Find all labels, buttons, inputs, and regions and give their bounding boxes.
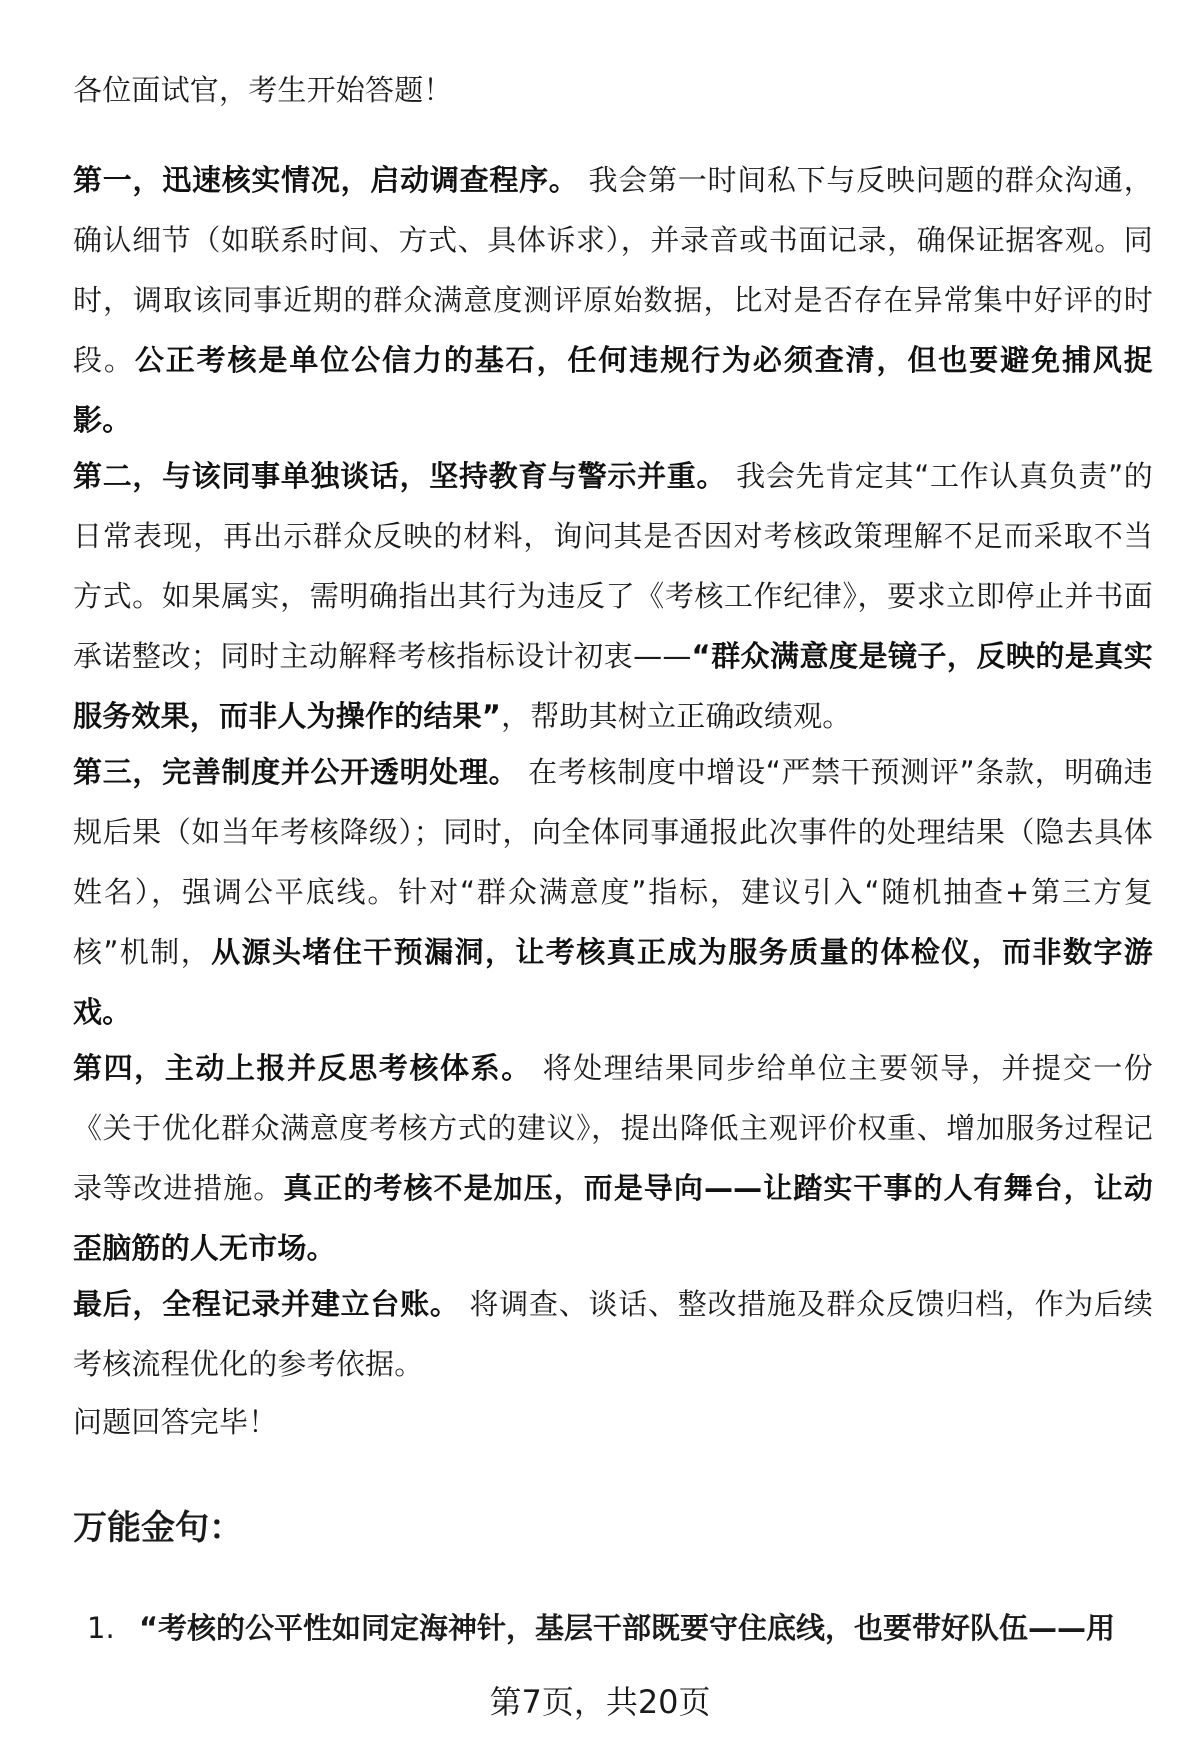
- paragraph-lead: 第三，完善制度并公开透明处理。: [73, 755, 519, 789]
- paragraph-emphasis: 真正的考核不是加压，而是导向——让踏实干事的人有舞台，让动歪脑筋的人无市场。: [73, 1171, 1153, 1265]
- answer-paragraph-3: [73, 742, 1153, 1042]
- paragraph-body: 我会第一时间私下与反映问题的群众沟通，确认细节（如联系时间、方式、具体诉求），并录音或书面记录，确保证据客观。同时，调取该同事近期的群众满意度测评原始数据，比对是否存在异常集中好评的时段。: [73, 163, 1153, 377]
- answer-paragraph-1: [73, 150, 1153, 450]
- paragraph-body: 将处理结果同步给单位主要领导，并提交一份《关于优化群众满意度考核方式的建议》，提出降低主观评价权重、增加服务过程记录等改进措施。: [73, 1051, 1153, 1205]
- closing-line: 问题回答完毕！: [73, 1405, 278, 1439]
- paragraph-body: 我会先肯定其“工作认真负责”的日常表现，再出示群众反映的材料，询问其是否因对考核政策理解不足而采取不当方式。如果属实，需明确指出其行为违反了《考核工作纪律》，要求立即停止并书面承诺整改；同时主动解释考核指标设计初衷——: [73, 459, 1154, 673]
- paragraph-emphasis: “群众满意度是镜子，反映的是真实服务效果，而非人为操作的结果”: [73, 639, 1153, 733]
- answer-paragraph-2: [73, 446, 1153, 746]
- paragraph-emphasis: 公正考核是单位公信力的基石，任何违规行为必须查清，但也要避免捕风捉影。: [73, 343, 1153, 437]
- paragraph-tail: ，帮助其树立正确政绩观。: [501, 699, 852, 733]
- list-text: “考核的公平性如同定海神针，基层干部既要守住底线，也要带好队伍——用: [139, 1611, 1116, 1645]
- paragraph-body: 在考核制度中增设“严禁干预测评”条款，明确违规后果（如当年考核降级）；同时，向全体同事通报此次事件的处理结果（隐去具体姓名），强调公平底线。针对“群众满意度”指标，建议引入“随机抽查+第三方复核”机制，: [73, 755, 1153, 969]
- paragraph-lead: 第四，主动上报并反思考核体系。: [73, 1051, 532, 1085]
- page-footer: 第7页，共20页: [489, 1683, 711, 1721]
- paragraph-lead: 第一，迅速核实情况，启动调查程序。: [73, 163, 579, 197]
- section-heading: 万能金句：: [73, 1508, 243, 1548]
- answer-paragraph-5: [73, 1274, 1153, 1394]
- paragraph-body: 将调查、谈话、整改措施及群众反馈归档，作为后续考核流程优化的参考依据。: [73, 1287, 1153, 1381]
- answer-paragraph-4: [73, 1038, 1153, 1278]
- intro-line: 各位面试官，考生开始答题！: [73, 73, 453, 107]
- paragraph-lead: 最后，全程记录并建立台账。: [73, 1287, 460, 1321]
- list-item: [73, 1598, 1153, 1658]
- list-number: 1.: [87, 1611, 115, 1645]
- paragraph-lead: 第二，与该同事单独谈话，坚持教育与警示并重。: [73, 459, 727, 493]
- paragraph-emphasis: 从源头堵住干预漏洞，让考核真正成为服务质量的体检仪，而非数字游戏。: [73, 935, 1153, 1029]
